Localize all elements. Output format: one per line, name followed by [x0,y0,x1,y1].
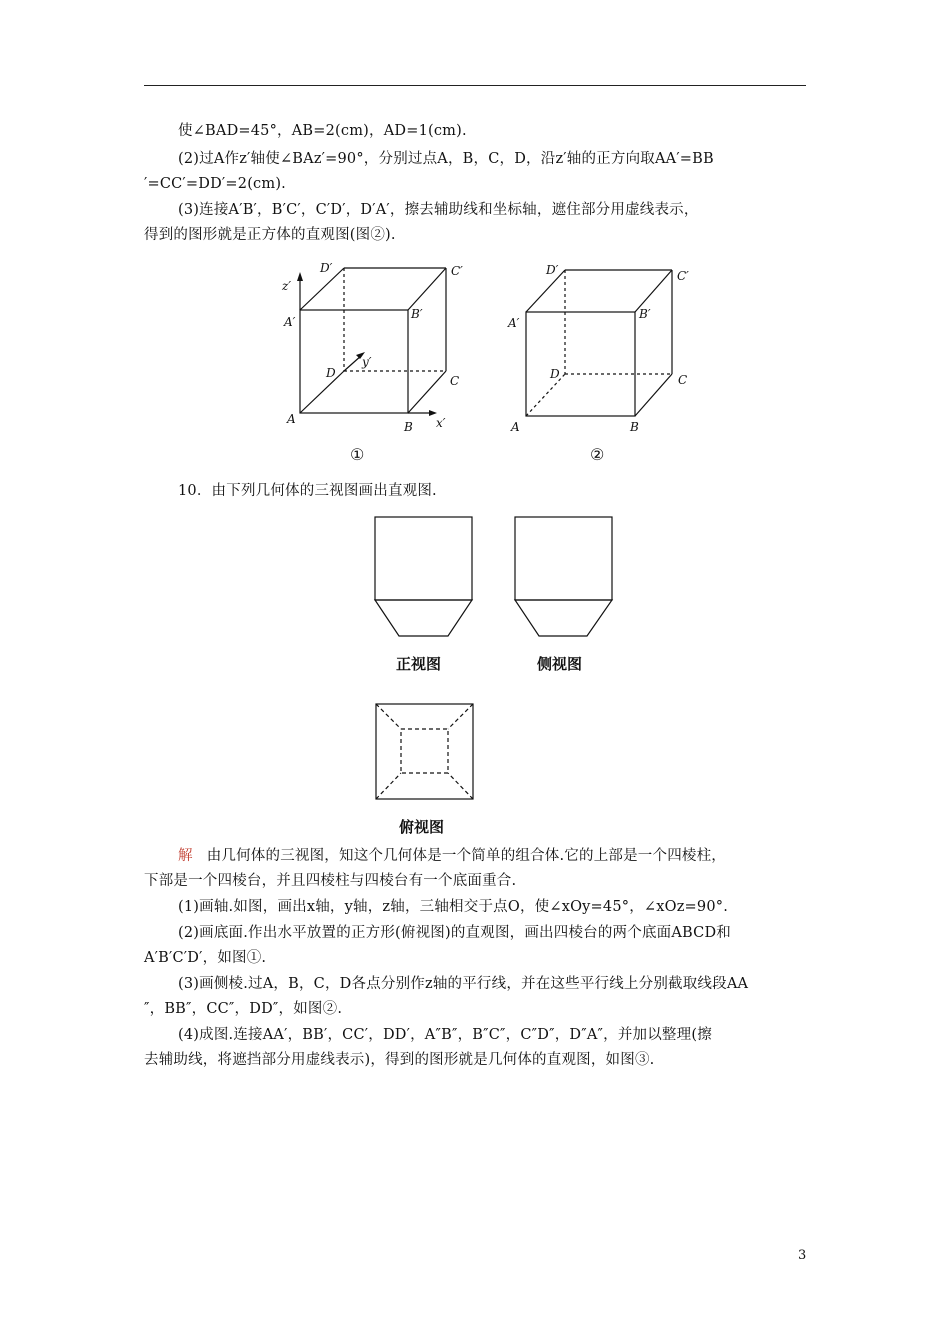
side-view-prism [515,517,612,600]
text-line: (2)画底面.作出水平放置的正方形(俯视图)的直观图，画出四棱台的两个底面ABCD和 [178,925,731,941]
label-B1: B′ [639,307,651,321]
text-line: ″，BB″，CC″，DD″，如图②. [144,1001,343,1017]
front-view-prism [375,517,472,600]
label-D: D [326,366,336,380]
caption-side-view: 侧视图 [537,655,583,673]
label-D: D [550,367,560,381]
solution-mark: 解 [178,848,193,864]
label-y: y′ [362,355,372,369]
text-line: 得到的图形就是正方体的直观图(图②). [144,227,396,243]
label-C: C [450,374,460,388]
label-D1: D′ [546,263,559,277]
figure-number-1: ① [350,445,365,464]
text-line: (4)成图.连接AA′，BB′，CC′，DD′，A″B″，B″C″，C″D″，D″A″，并加以整理(擦 [178,1027,712,1043]
label-x: x′ [436,416,446,430]
text-line: (3)画侧棱.过A，B，C，D各点分别作z轴的平行线，并在这些平行线上分别截取线段AA [178,976,749,992]
top-view-diagonal [448,773,473,799]
label-C1: C′ [451,264,463,278]
label-A: A [511,420,520,434]
caption-top-view: 俯视图 [399,818,445,836]
question-10: 10．由下列几何体的三视图画出直观图. [178,483,437,499]
label-C: C [678,373,688,387]
page-number: 3 [798,1248,807,1263]
top-view-inner-square [401,729,448,773]
label-B: B [630,420,639,434]
text-line: 使∠BAD=45°，AB=2(cm)，AD=1(cm). [178,123,467,139]
text-line: 下部是一个四棱台，并且四棱柱与四棱台有一个底面重合. [144,873,517,889]
solution-line [178,846,726,866]
label-D1: D′ [320,261,333,275]
top-view-outer-square [376,704,473,799]
top-view-diagonal [448,704,473,729]
label-A1: A′ [508,316,520,330]
solution-text: 由几何体的三视图，知这个几何体是一个简单的组合体.它的上部是一个四棱柱， [206,848,727,864]
front-view-frustum [375,600,472,636]
label-A1: A′ [284,315,296,329]
text-line: 去辅助线，将遮挡部分用虚线表示)，得到的图形就是几何体的直观图，如图③. [144,1052,655,1068]
label-z: z′ [282,279,292,293]
caption-front-view: 正视图 [396,655,442,673]
text-line: ′=CC′=DD′=2(cm). [144,176,286,192]
top-view-diagonal [376,773,401,799]
label-A: A [287,412,296,426]
text-line: (2)过A作z′轴使∠BAz′=90°，分别过点A，B，C，D，沿z′轴的正方向取AA′=BB [178,151,714,167]
top-view-diagonal [376,704,401,729]
label-B: B [404,420,413,434]
figure-number-2: ② [590,445,605,464]
label-B1: B′ [411,307,423,321]
text-line: (3)连接A′B′，B′C′，C′D′，D′A′，擦去辅助线和坐标轴，遮住部分用虚线表示， [178,202,699,218]
side-view-frustum [515,600,612,636]
text-line: (1)画轴.如图，画出x轴，y轴，z轴，三轴相交于点O，使∠xOy=45°，∠xOz=90°. [178,899,729,915]
label-C1: C′ [677,269,689,283]
text-line: A′B′C′D′，如图①. [144,950,267,966]
